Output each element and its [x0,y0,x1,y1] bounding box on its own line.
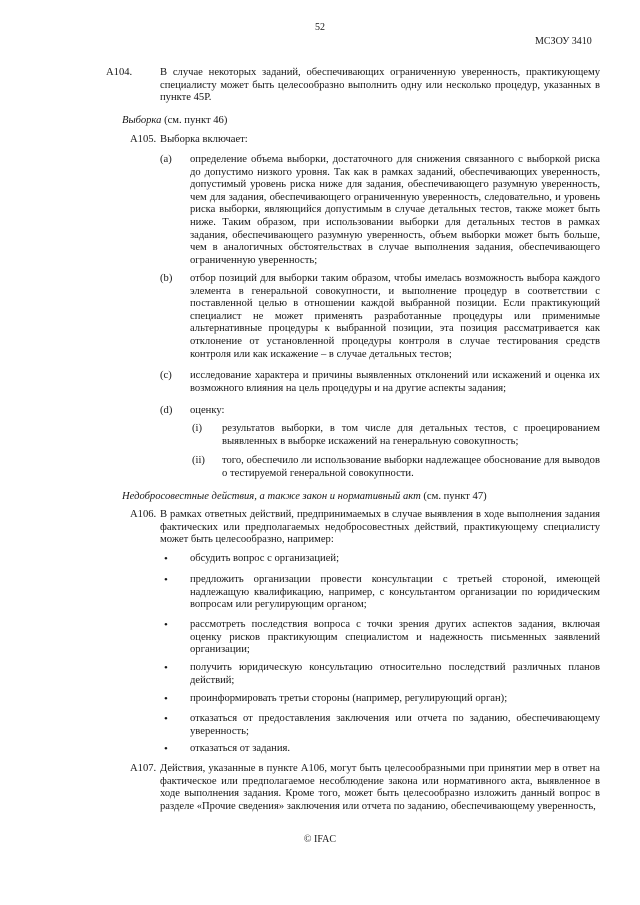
list-item-c: исследование характера и причины выявленных отклонений или искажений и оценка их возможного влияния на цель процедуры и на другие аспекты задания; [190,370,600,394]
list-marker-a: (a) [160,154,172,165]
bullet-4-icon: • [164,662,168,674]
bullet-item-6: отказаться от предоставления заключения или отчета по заданию, обеспечивающему уверенность; [190,713,600,737]
bullet-item-2: предложить организации провести консультации с третьей стороной, имеющей надлежащую квалификацию, например, с консультантом организации по юридическим вопросам или регулирующим органом; [190,574,600,611]
document-code: МСЗОУ 3410 [535,36,592,47]
section-heading-fraud-title: Недобросовестные действия, а также закон и нормативный акт [122,491,421,502]
sublist-marker-i: (i) [192,423,202,434]
sublist-marker-ii: (ii) [192,455,205,466]
bullet-1-icon: • [164,553,168,565]
list-marker-b: (b) [160,273,173,284]
section-heading-sampling-ref: (см. пункт 46) [164,115,228,126]
bullet-3-icon: • [164,619,168,631]
section-heading-fraud-ref: (см. пункт 47) [423,491,487,502]
section-heading-sampling-title: Выборка [122,115,162,126]
page-number: 52 [315,22,325,33]
bullet-2-icon: • [164,574,168,586]
bullet-item-7: отказаться от задания. [190,743,291,754]
paragraph-number-a107: A107. [130,763,157,774]
section-heading-fraud [122,491,487,504]
footer-copyright: © IFAC [303,834,337,845]
paragraph-number-a105: A105. [130,134,157,145]
bullet-item-5: проинформировать третьи стороны (например, регулирующий орган); [190,693,508,704]
bullet-6-icon: • [164,713,168,725]
list-item-b: отбор позиций для выборки таким образом, чтобы имелась возможность выбора каждого элемента в генеральной совокупности, и выполнение процедур в соответствии с поставленной целью в отношении каждой выбранной позиции. Если практикующий специалист не может применять разработанные процедуры или применимые альтернативные процедуры к выбранной позиции, эта позиция рассматривается как отклонение от установленной процедуры контроля в случае тестирования средств контроля или как искажение – в случае детальных тестов; [190,273,600,360]
bullet-item-1: обсудить вопрос с организацией; [190,553,340,564]
bullet-item-3: рассмотреть последствия вопроса с точки зрения других аспектов задания, включая оценку рисков практикующим специалистом и надежность письменных заявлений организации; [190,619,600,656]
sublist-item-ii: того, обеспечило ли использование выборки надлежащее обоснование для выводов о тестируемой генеральной совокупности. [222,455,600,479]
paragraph-a107: Действия, указанные в пункте A106, могут быть целесообразными при принятии мер в ответ на фактическое или предполагаемое несоблюдение закона или нормативного акта, выявленное в ходе выполнения задания. Кроме того, может быть целесообразно изложить данный вопрос в разделе «Прочие сведения» заключения или отчета по заданию, обеспечивающему уверенность, [160,763,600,812]
list-item-a: определение объема выборки, достаточного для снижения связанного с выборкой риска до допустимо низкого уровня. Так как в рамках заданий, обеспечивающих уверенность, допустимый уровень риска ниже для задания, обеспечивающего разумную уверенность, чем для задания, обеспечивающего ограниченную уверенность, следовательно, и уровень риска выборки, являющийся допустимым в случае детальных тестов, также может быть ниже. Таким образом, при использовании выборки для детальных тестов в рамках задания, обеспечивающего разумную уверенность, объем выборки может быть больше, чем в аналогичных обстоятельствах в случае выполнения задания, обеспечивающего ограниченную уверенность; [190,154,600,266]
bullet-item-4: получить юридическую консультацию относительно последствий различных планов действий; [190,662,600,686]
list-item-d: оценку: [190,405,225,416]
list-marker-c: (c) [160,370,172,381]
bullet-7-icon: • [164,743,168,755]
paragraph-a106-intro: В рамках ответных действий, предпринимаемых в случае выявления в ходе выполнения задания фактических или предполагаемых недобросовестных действий, практикующему специалисту может быть целесообразно, например: [160,509,600,546]
bullet-5-icon: • [164,693,168,705]
paragraph-number-a106: A106. [130,509,157,520]
paragraph-a104: В случае некоторых заданий, обеспечивающих ограниченную уверенность, практикующему специалисту может быть целесообразно выполнить одну или несколько процедур, указанных в пункте 45Р. [160,67,600,104]
paragraph-a105-intro: Выборка включает: [160,134,248,145]
section-heading-sampling [122,115,227,128]
paragraph-number-a104: A104. [106,67,133,78]
list-marker-d: (d) [160,405,173,416]
sublist-item-i: результатов выборки, в том числе для детальных тестов, с проецированием выявленных в выборке искажений на генеральную совокупность; [222,423,600,447]
